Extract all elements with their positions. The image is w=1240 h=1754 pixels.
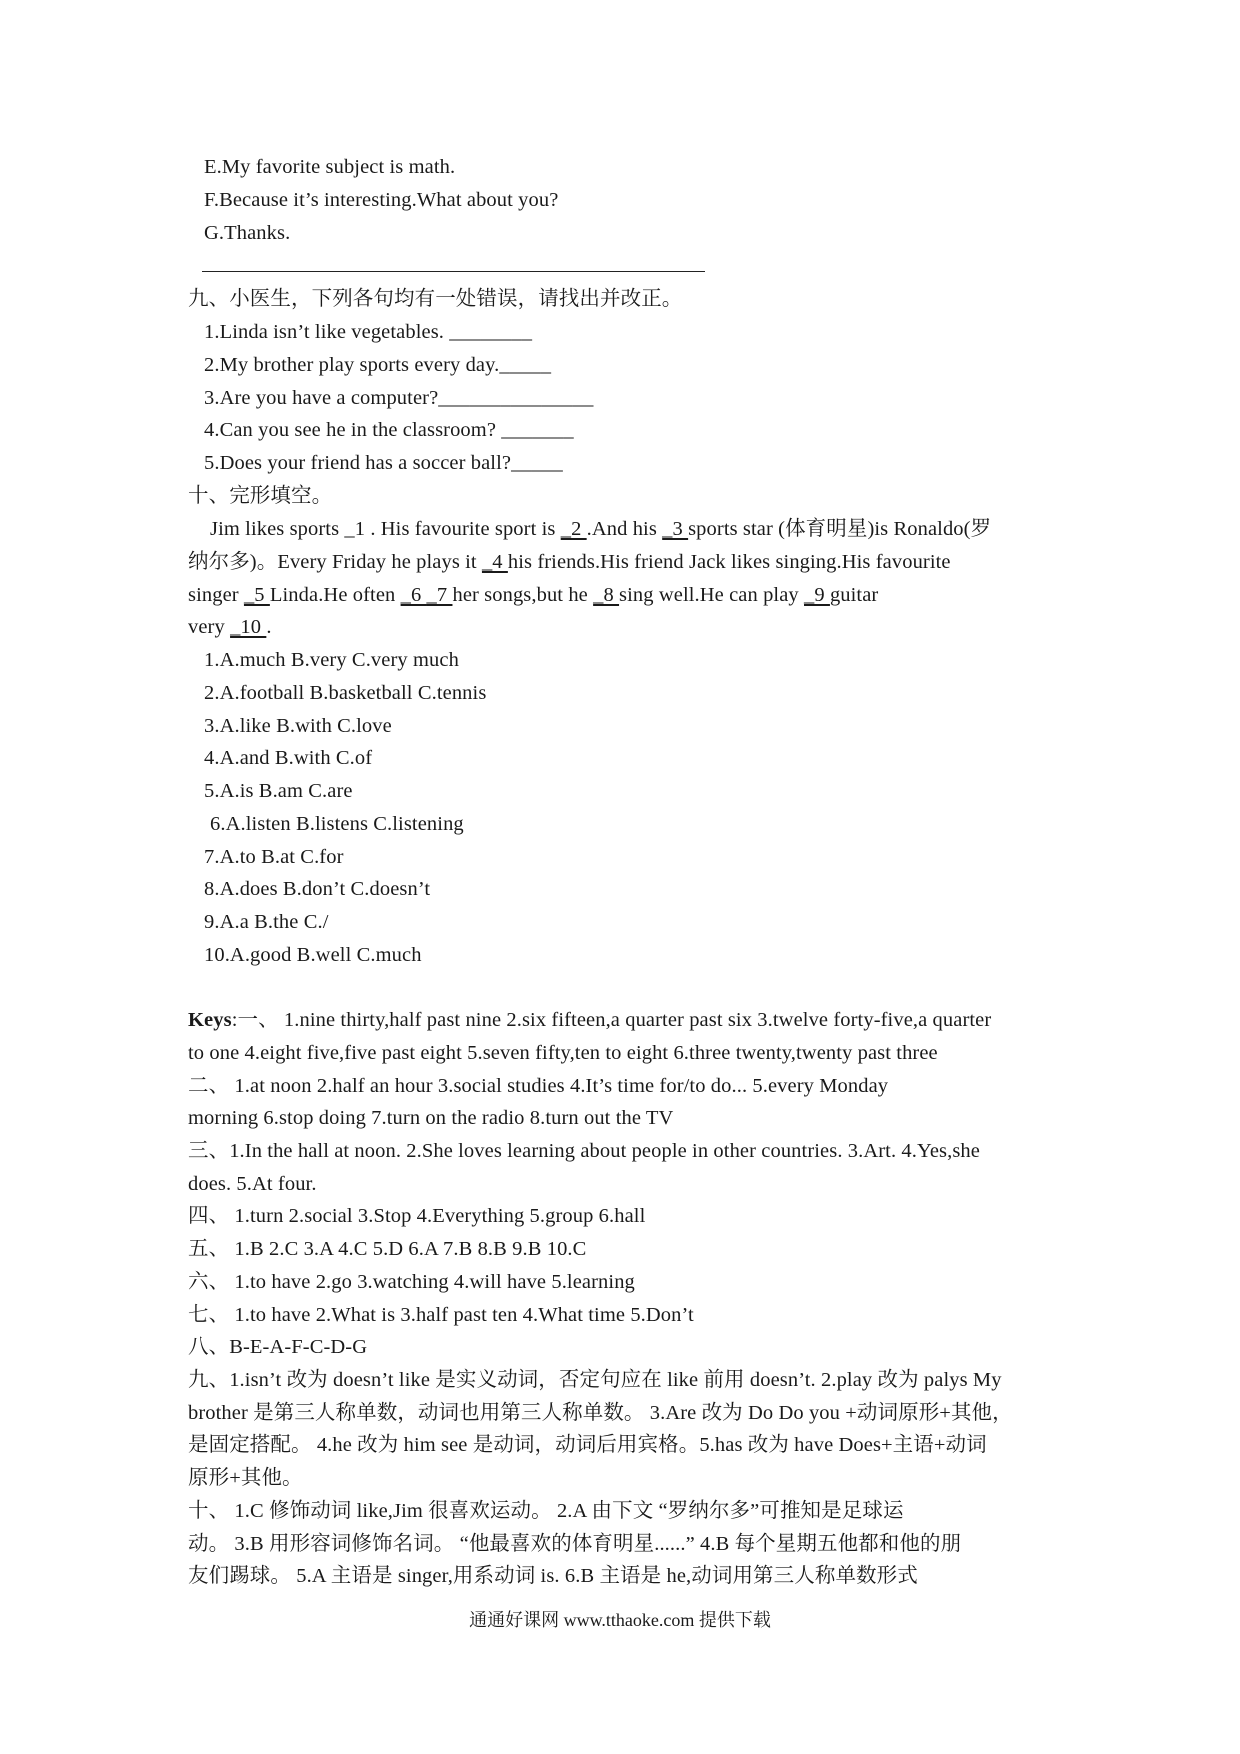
cloze-text: very: [188, 616, 231, 638]
keys-line-14: 是固定搭配。 4.he 改为 him see 是动词，动词后用宾格。5.has 改为 have Does+主语+动词: [188, 1434, 987, 1456]
cloze-text: Jim likes sports _1 . His favourite sport is: [210, 518, 561, 540]
keys-line-7: 四、 1.turn 2.social 3.Stop 4.Everything 5.group 6.hall: [188, 1205, 646, 1227]
cloze-blank-10: _10: [230, 616, 267, 638]
keys-line-15: 原形+其他。: [188, 1467, 303, 1489]
cloze-blank-3: _3: [662, 518, 689, 540]
part8-option-g: G.Thanks.: [204, 222, 291, 244]
part9-item-1: 1.Linda isn’t like vegetables. ________: [204, 321, 533, 343]
cloze-line-1: [210, 514, 1090, 544]
keys-line-12: 九、1.isn’t 改为 doesn’t like 是实义动词，否定句应在 like 前用 doesn’t. 2.play 改为 palys My: [188, 1369, 1002, 1391]
cloze-choice-5: 5.A.is B.am C.are: [204, 780, 353, 802]
keys-line-8: 五、 1.B 2.C 3.A 4.C 5.D 6.A 7.B 8.B 9.B 10.C: [188, 1238, 587, 1260]
keys-text: :一、 1.nine thirty,half past nine 2.six fifteen,a quarter past six 3.twelve forty-five,a quarter: [231, 1009, 992, 1031]
keys-line-18: 友们踢球。 5.A 主语是 singer,用系动词 is. 6.B 主语是 he,动词用第三人称单数形式: [188, 1565, 918, 1587]
cloze-choice-6: 6.A.listen B.listens C.listening: [210, 813, 464, 835]
keys-line-10: 七、 1.to have 2.What is 3.half past ten 4.What time 5.Don’t: [188, 1304, 694, 1326]
keys-line-16: 十、 1.C 修饰动词 like,Jim 很喜欢运动。 2.A 由下文 “罗纳尔多”可推知是足球运: [188, 1500, 904, 1522]
cloze-choice-10: 10.A.good B.well C.much: [204, 944, 422, 966]
keys-line-17: 动。 3.B 用形容词修饰名词。 “他最喜欢的体育明星......” 4.B 每个星期五他都和他的朋: [188, 1533, 962, 1555]
keys-line-4: morning 6.stop doing 7.turn on the radio 8.turn out the TV: [188, 1107, 674, 1129]
cloze-choice-3: 3.A.like B.with C.love: [204, 715, 392, 737]
keys-line-13: brother 是第三人称单数，动词也用第三人称单数。 3.Are 改为 Do Do you +动词原形+其他，: [188, 1402, 1013, 1424]
part10-heading: 十、完形填空。: [188, 485, 333, 507]
keys-label: Keys: [188, 1009, 232, 1031]
cloze-choice-4: 4.A.and B.with C.of: [204, 747, 373, 769]
cloze-blank-5: _5: [243, 584, 270, 606]
keys-line-5: 三、1.In the hall at noon. 2.She loves learning about people in other countries. 3.Art. 4.Yes,she: [188, 1140, 980, 1162]
cloze-text: singer: [188, 584, 244, 606]
cloze-blank-9: _9: [804, 584, 830, 606]
cloze-text: his friends.His friend Jack likes singing.His favourite: [507, 551, 951, 573]
cloze-line-3: [188, 580, 1068, 610]
part8-option-e: E.My favorite subject is math.: [204, 156, 456, 178]
cloze-blank-7: _7: [426, 584, 453, 606]
cloze-choice-7: 7.A.to B.at C.for: [204, 846, 344, 868]
page-footer: 通通好课网 www.tthaoke.com 提供下载: [469, 1610, 771, 1630]
part8-option-f: F.Because it’s interesting.What about you?: [204, 189, 559, 211]
keys-line-3: 二、 1.at noon 2.half an hour 3.social studies 4.It’s time for/to do... 5.every Monday: [188, 1075, 889, 1097]
cloze-text: 纳尔多)。Every Friday he plays it: [188, 551, 482, 573]
part9-heading: 九、小医生，下列各句均有一处错误，请找出并改正。: [188, 288, 683, 310]
cloze-line-4: [188, 612, 1068, 642]
cloze-choice-2: 2.A.football B.basketball C.tennis: [204, 682, 487, 704]
cloze-text: Linda.He often: [269, 584, 401, 606]
answer-rule-line: [202, 271, 705, 272]
part9-item-3: 3.Are you have a computer?_______________: [204, 387, 594, 409]
part9-item-5: 5.Does your friend has a soccer ball?_____: [204, 452, 563, 474]
cloze-line-2: [188, 547, 1068, 577]
keys-line-6: does. 5.At four.: [188, 1173, 317, 1195]
keys-line-9: 六、 1.to have 2.go 3.watching 4.will have 5.learning: [188, 1271, 635, 1293]
keys-line-1: [188, 1005, 1068, 1035]
cloze-text: .: [266, 616, 272, 638]
cloze-text: sing well.He can play: [619, 584, 804, 606]
cloze-choice-8: 8.A.does B.don’t C.doesn’t: [204, 878, 431, 900]
keys-line-11: 八、B-E-A-F-C-D-G: [188, 1336, 368, 1358]
cloze-choice-1: 1.A.much B.very C.very much: [204, 649, 459, 671]
cloze-text: her songs,but he: [452, 584, 594, 606]
cloze-text: guitar: [829, 584, 879, 606]
cloze-blank-8: _8: [593, 584, 620, 606]
part9-item-2: 2.My brother play sports every day._____: [204, 354, 552, 376]
cloze-blank-4: _4: [481, 551, 508, 573]
cloze-blank-6: _6: [400, 584, 427, 606]
cloze-text: .And his: [586, 518, 663, 540]
keys-line-2: to one 4.eight five,five past eight 5.seven fifty,ten to eight 6.three twenty,twenty past three: [188, 1042, 938, 1064]
cloze-text: sports star (体育明星)is Ronaldo(罗: [688, 518, 992, 540]
cloze-blank-2: _2: [560, 518, 587, 540]
part9-item-4: 4.Can you see he in the classroom? _______: [204, 419, 574, 441]
cloze-choice-9: 9.A.a B.the C./: [204, 911, 329, 933]
